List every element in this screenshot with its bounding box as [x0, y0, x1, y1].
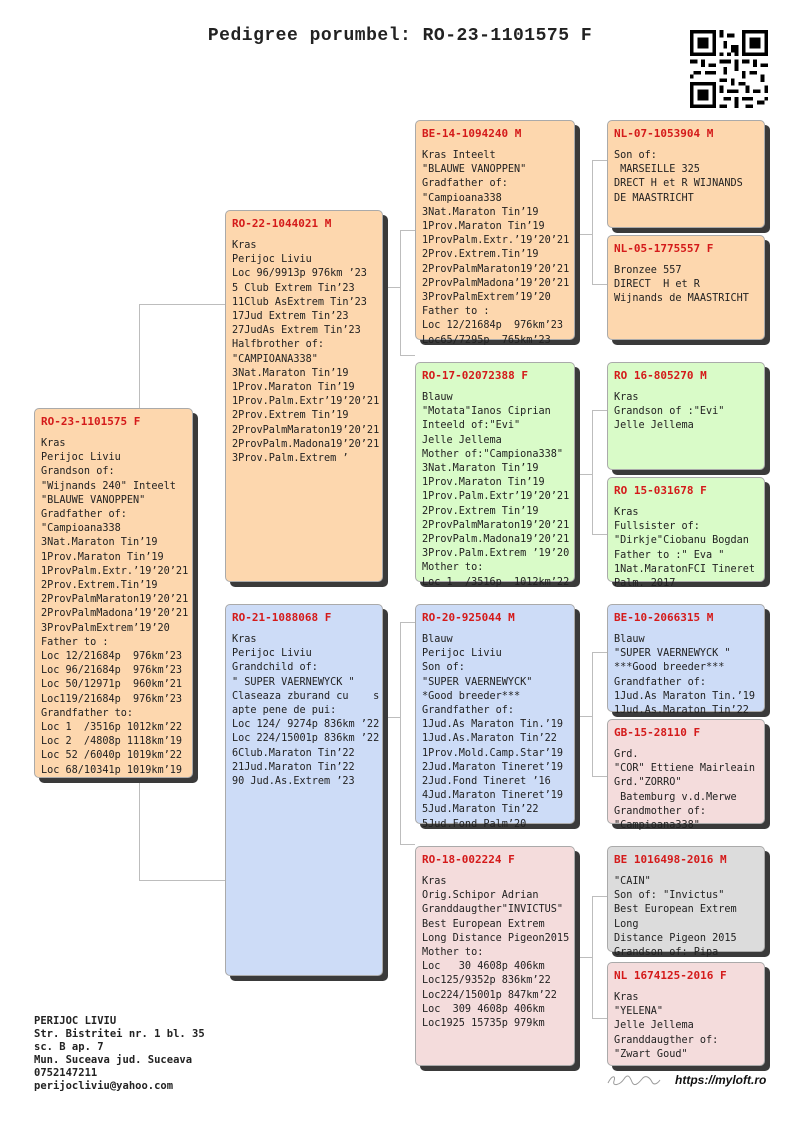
detail-line: Kras [614, 992, 639, 1003]
pigeon-card-subject[interactable] [34, 408, 193, 778]
detail-line: Perijoc Liviu [422, 648, 502, 660]
detail-line: Gradfather of: [41, 509, 127, 521]
detail-line: Loc 96/9913p 976km ’23 [232, 268, 367, 280]
card-details [614, 391, 758, 434]
connector-line [575, 957, 592, 958]
detail-line: "Wijnands 240" Inteelt [41, 480, 176, 492]
detail-line: Mother of:"Campiona338" [422, 448, 564, 460]
detail-line: Jelle Jellema [614, 420, 694, 432]
detail-line: Perijoc Liviu [232, 254, 312, 266]
connector-line [575, 474, 592, 475]
connector-line [400, 622, 401, 844]
detail-line: Blauw [614, 634, 645, 645]
detail-line: 90 Jud.As.Extrem ’23 [232, 776, 355, 788]
detail-line: "BLAUWE VANOPPEN" [422, 164, 527, 176]
card-details [422, 391, 568, 590]
connector-line [139, 304, 140, 408]
detail-line: Loc 52 /6040p 1019km’22 [41, 750, 183, 762]
detail-line: 1Prov.Maraton Tin’19 [232, 382, 355, 394]
ring-number: RO-18-002224 F [422, 853, 515, 866]
ring-number: RO-21-1088068 F [232, 611, 332, 624]
detail-line: Loc 124/ 9274p 836km ’22 [232, 719, 380, 731]
detail-line: 5 Club Extrem Tin’23 [232, 282, 355, 294]
card-details [41, 437, 189, 778]
detail-line: ***Good breeder*** [614, 662, 725, 674]
detail-line: Granddaugther"INVICTUS" [422, 904, 564, 916]
pigeon-card-mf-father[interactable] [607, 604, 765, 717]
detail-line: "COR" Ettiene Mairleain [614, 763, 756, 775]
detail-line: 1Prov.Maraton Tin’19 [41, 551, 164, 563]
detail-line: Grd."ZORRO" [614, 777, 682, 789]
detail-line: 2ProvPalmMaraton19’20’21 [232, 424, 380, 436]
card-details [422, 149, 568, 348]
ring-number: NL-05-1775557 F [614, 242, 714, 255]
ring-number: RO 16-805270 M [614, 369, 707, 382]
connector-line [592, 410, 593, 534]
detail-line: Kras [41, 438, 66, 449]
ring-number: NL 1674125-2016 F [614, 969, 727, 982]
detail-line: Grandson of: [41, 466, 115, 478]
owner-city: Mun. Suceava jud. Suceava [34, 1054, 193, 1066]
detail-line: Palm. 2017 [614, 578, 676, 590]
detail-line: "CAIN" [614, 876, 651, 887]
detail-line: Grandfather to: [41, 707, 134, 719]
detail-line: 3ProvPalmExtrem’19’20 [422, 292, 551, 304]
detail-line: 2Prov.Extrem Tin’19 [422, 505, 539, 517]
owner-apartment: sc. B ap. 7 [34, 1041, 104, 1053]
ring-number: BE-10-2066315 M [614, 611, 714, 624]
pigeon-card-father[interactable] [225, 210, 383, 582]
detail-line: Blauw [422, 392, 453, 403]
detail-line: 2Prov.Extrem.Tin’19 [41, 580, 158, 592]
connector-line [139, 880, 225, 881]
detail-line: 1ProvPalm.Extr.’19’20’21 [422, 235, 570, 247]
detail-line: Loc65/7295p 765km’23 [422, 334, 551, 346]
detail-line: 2ProvPalmMadona’19’20’21 [41, 608, 189, 620]
detail-line: Kras Inteelt [422, 150, 496, 161]
detail-line: Claseaza zburand cu s [232, 690, 380, 702]
pigeon-card-ff-father[interactable] [607, 120, 765, 228]
detail-line: "Campioana338 [422, 192, 502, 204]
card-details [614, 748, 758, 833]
detail-line: 1Nat.MaratonFCI Tineret [614, 563, 756, 575]
ring-number: BE-14-1094240 M [422, 127, 522, 140]
detail-line: Halfbrother of: [232, 339, 325, 351]
detail-line: 3Nat.Maraton Tin’19 [422, 206, 539, 218]
detail-line: Father to : [422, 306, 490, 318]
detail-line: DE MAASTRICHT [614, 192, 694, 204]
detail-line: DRECT H et R WIJNANDS [614, 178, 743, 190]
detail-line: 2Prov.Extrem Tin’19 [232, 410, 349, 422]
detail-line: DIRECT H et R [614, 279, 700, 291]
detail-line: " SUPER VAERNEWYCK " [232, 676, 355, 688]
detail-line: Best European Extrem [614, 904, 737, 916]
detail-line: 1Prov.Maraton Tin’19 [422, 221, 545, 233]
pigeon-card-mf-mother[interactable] [607, 719, 765, 832]
detail-line: Distance Pigeon 2015 [614, 932, 737, 944]
connector-line [400, 230, 415, 231]
ring-number: NL-07-1053904 M [614, 127, 714, 140]
card-details [422, 875, 568, 1031]
connector-line [383, 717, 400, 718]
detail-line: Kras [614, 507, 639, 518]
detail-line: Loc 309 4608p 406km [422, 1003, 545, 1015]
detail-line: Blauw [422, 634, 453, 645]
detail-line: Kras [614, 392, 639, 403]
detail-line: 6Club.Maraton Tin’22 [232, 747, 355, 759]
qr-code [690, 30, 768, 108]
detail-line: Jelle Jellema [422, 434, 502, 446]
detail-line: 1Jud.As Maraton Tin.’19 [422, 719, 564, 731]
detail-line: "CAMPIOANA338" [232, 353, 318, 365]
website-link[interactable]: https://myloft.ro [675, 1073, 767, 1087]
pigeon-card-mm-mother[interactable] [607, 962, 765, 1066]
connector-line [592, 284, 607, 285]
page-title: Pedigree porumbel: RO-23-1101575 F [207, 26, 593, 46]
detail-line: 5Jud.Maraton Tin’22 [422, 804, 539, 816]
detail-line: Orig.Schipor Adrian [422, 890, 539, 902]
detail-line: Loc 50/12971p 960km’21 [41, 679, 183, 691]
detail-line: Bronzee 557 [614, 265, 682, 276]
detail-line: 21Jud.Maraton Tin’22 [232, 761, 355, 773]
connector-line [400, 230, 401, 355]
detail-line: 2ProvPalmMaraton19’20’21 [422, 519, 570, 531]
detail-line: Grandson of: Pipa [614, 947, 719, 959]
detail-line: Grd. [614, 749, 639, 760]
card-details [614, 633, 758, 718]
connector-line [139, 304, 225, 305]
detail-line: Father to :" Eva " [614, 549, 725, 561]
connector-line [592, 160, 607, 161]
detail-line: Grandfather of: [614, 676, 707, 688]
detail-line: Son of: [614, 150, 657, 161]
detail-line: 1Prov.Mold.Camp.Star’19 [422, 747, 564, 759]
detail-line: Loc 2 /4808p 1118km’19 [41, 736, 183, 748]
detail-line: 1Jud.As Maraton Tin.’19 [614, 690, 756, 702]
detail-line: 17Jud Extrem Tin’23 [232, 311, 349, 323]
ring-number: RO-23-1101575 F [41, 415, 141, 428]
connector-line [592, 896, 607, 897]
pigeon-card-mother[interactable] [225, 604, 383, 976]
detail-line: Grandchild of: [232, 662, 318, 674]
owner-phone: 0752147211 [34, 1067, 98, 1079]
detail-line: apte pene de pui: [232, 705, 337, 717]
detail-line: Grandmother of: [614, 805, 707, 817]
detail-line: Loc 1 /3516p 1012km’22 [422, 576, 570, 588]
detail-line: 1ProvPalm.Extr.’19’20’21 [41, 565, 189, 577]
connector-line [592, 534, 607, 535]
detail-line: Perijoc Liviu [232, 648, 312, 660]
detail-line: "Dirkje"Ciobanu Bogdan [614, 535, 749, 547]
connector-line [383, 287, 400, 288]
owner-contact [34, 1015, 205, 1093]
detail-line: Loc 12/21684p 976km’23 [422, 320, 564, 332]
detail-line: Loc 68/10341p 1019km’19 [41, 764, 183, 776]
detail-line: MARSEILLE 325 [614, 164, 700, 176]
detail-line: 3Prov.Palm.Extrem ’ [232, 453, 349, 465]
detail-line: Wijnands de MAASTRICHT [614, 293, 749, 305]
detail-line: Grandfather of: [422, 705, 515, 717]
ring-number: RO-20-925044 M [422, 611, 515, 624]
card-details [614, 264, 758, 307]
detail-line: Loc 12/21684p 976km’23 [41, 651, 183, 663]
card-details [614, 875, 758, 960]
pigeon-card-fm-father[interactable] [607, 362, 765, 470]
detail-line: Perijoc Liviu [41, 452, 121, 464]
detail-line: 2ProvPalmMaraton19’20’21 [422, 263, 570, 275]
ring-number: GB-15-28110 F [614, 726, 701, 739]
pigeon-card-fm-mother[interactable] [607, 477, 765, 590]
detail-line: 3Nat.Maraton Tin’19 [422, 463, 539, 475]
connector-line [592, 410, 607, 411]
detail-line: 4Jud.Maraton Tineret’19 [422, 790, 564, 802]
connector-line [400, 622, 415, 623]
connector-line [592, 776, 607, 777]
detail-line: Gradfather of: [422, 178, 508, 190]
detail-line: Best European Extrem [422, 918, 545, 930]
owner-name: PERIJOC LIVIU [34, 1015, 117, 1027]
detail-line: Long Distance Pigeon2015 [422, 932, 570, 944]
detail-line: "BLAUWE VANOPPEN" [41, 494, 146, 506]
card-details [232, 239, 380, 466]
detail-line: Loc119/21684p 976km’23 [41, 693, 183, 705]
connector-line [575, 234, 592, 235]
detail-line: Jelle Jellema [614, 1020, 694, 1032]
detail-line: Mother to: [422, 947, 484, 959]
detail-line: Batemburg v.d.Merwe [614, 791, 737, 803]
connector-line [592, 652, 593, 776]
ring-number: RO-17-02072388 F [422, 369, 528, 382]
detail-line: Loc1925 15735p 979km [422, 1018, 545, 1030]
pigeon-card-maternal-grandfather[interactable] [415, 604, 575, 830]
connector-line [400, 355, 415, 356]
detail-line: Loc 1 /3516p 1012km’22 [41, 722, 183, 734]
detail-line: 1Prov.Palm.Extr’19’20’21 [232, 396, 380, 408]
connector-line [592, 652, 607, 653]
detail-line: 1Prov.Palm.Extr’19’20’21 [422, 491, 570, 503]
ring-number: BE 1016498-2016 M [614, 853, 727, 866]
connector-line [139, 778, 140, 880]
connector-line [575, 716, 592, 717]
detail-line: 11Club AsExtrem Tin’23 [232, 296, 367, 308]
card-details [232, 633, 380, 789]
detail-line: Loc 96/21684p 976km’23 [41, 665, 183, 677]
detail-line: 1Jud.As.Maraton Tin’22 [422, 733, 557, 745]
detail-line: 3Nat.Maraton Tin’19 [41, 537, 158, 549]
detail-line: 2ProvPalm.Madona19’20’21 [422, 534, 570, 546]
detail-line: "SUPER VAERNEWYCK" [422, 676, 533, 688]
detail-line: Inteeld of:"Evi" [422, 420, 521, 432]
detail-line: Loc125/9352p 836km’22 [422, 975, 551, 987]
detail-line: "SUPER VAERNEWYCK " [614, 648, 731, 660]
detail-line: Loc 30 4608p 406km [422, 961, 545, 973]
connector-line [592, 1018, 607, 1019]
detail-line: Long [614, 918, 639, 930]
ring-number: RO 15-031678 F [614, 484, 707, 497]
detail-line: Granddaugther of: [614, 1034, 719, 1046]
card-details [614, 506, 758, 591]
detail-line: 2Jud.Maraton Tineret’19 [422, 761, 564, 773]
detail-line: Mother to: [422, 562, 484, 574]
card-details [422, 633, 568, 832]
detail-line: "Zwart Goud" [614, 1048, 688, 1060]
detail-line: 5Jud.Fond Palm’20 [422, 818, 527, 830]
detail-line: "Motata"Ianos Ciprian [422, 406, 551, 418]
card-details [614, 991, 758, 1062]
detail-line: Loc224/15001p 847km’22 [422, 989, 557, 1001]
owner-street: Str. Bistritei nr. 1 bl. 35 [34, 1028, 205, 1040]
detail-line: 3ProvPalmExtrem’19’20 [41, 622, 170, 634]
pigeon-card-paternal-grandfather[interactable] [415, 120, 575, 346]
detail-line: 2Prov.Extrem.Tin’19 [422, 249, 539, 261]
pigeon-card-maternal-grandmother[interactable] [415, 846, 575, 1066]
connector-line [592, 896, 593, 1018]
detail-line: Kras [232, 634, 257, 645]
detail-line: "Campioana338" [614, 820, 700, 832]
detail-line: 27JudAs Extrem Tin’23 [232, 325, 361, 337]
pigeon-card-paternal-grandmother[interactable] [415, 362, 575, 588]
detail-line: Father to : [41, 636, 109, 648]
detail-line: 2ProvPalmMaraton19’20’21 [41, 594, 189, 606]
detail-line: "YELENA" [614, 1006, 664, 1018]
card-details [614, 149, 758, 206]
detail-line: *Good breeder*** [422, 690, 521, 702]
connector-line [400, 844, 415, 845]
detail-line: Kras [232, 240, 257, 251]
connector-line [592, 160, 593, 284]
detail-line: Son of: "Invictus" [614, 890, 725, 902]
detail-line: 3Nat.Maraton Tin’19 [232, 367, 349, 379]
owner-email[interactable]: perijocliviu@yahoo.com [34, 1080, 174, 1092]
detail-line: Grandson of :"Evi" [614, 406, 725, 418]
pigeon-card-mm-father[interactable] [607, 846, 765, 959]
detail-line: Son of: [422, 662, 465, 674]
pigeon-card-ff-mother[interactable] [607, 235, 765, 340]
detail-line: 1Prov.Maraton Tin’19 [422, 477, 545, 489]
detail-line: Kras [422, 876, 447, 887]
detail-line: 2ProvPalmMadona’19’20’21 [422, 277, 570, 289]
detail-line: Fullsister of: [614, 521, 700, 533]
detail-line: 1Jud.As.Maraton Tin’22 [614, 705, 749, 717]
detail-line: 2Jud.Fond Tineret ’16 [422, 776, 551, 788]
detail-line: 2ProvPalm.Madona19’20’21 [232, 438, 380, 450]
ring-number: RO-22-1044021 M [232, 217, 332, 230]
detail-line: Loc 224/15001p 836km ’22 [232, 733, 380, 745]
signature-logo [606, 1073, 662, 1087]
detail-line: "Campioana338 [41, 523, 121, 535]
detail-line: 3Prov.Palm.Extrem ’19’20 [422, 548, 570, 560]
